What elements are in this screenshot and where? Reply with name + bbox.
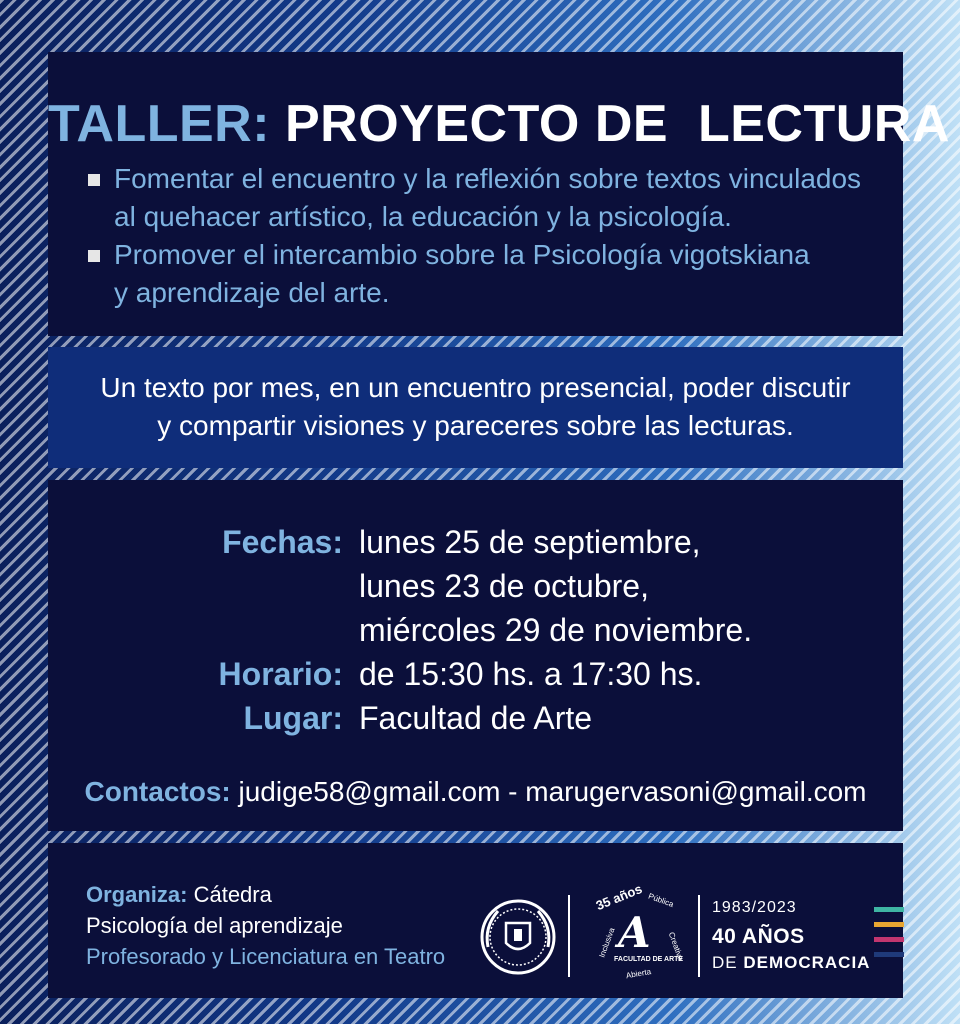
svg-text:Inclusiva: Inclusiva: [597, 926, 617, 959]
color-stripes: [874, 907, 904, 967]
svg-text:FACULTAD DE ARTE: FACULTAD DE ARTE: [614, 956, 684, 963]
page-title: TALLER: PROYECTO DE LECTURA: [48, 95, 950, 153]
objectives-list: [88, 160, 883, 312]
university-seal-icon: [478, 897, 558, 977]
svg-text:35 años: 35 años: [593, 881, 645, 914]
details-list: [48, 520, 903, 740]
democracy-badge: 1983/2023 40 AÑOS DE DEMOCRACIA: [712, 899, 871, 972]
header-panel: [48, 52, 950, 336]
lugar-row: Lugar: Facultad de Arte: [243, 700, 593, 736]
facultad-arte-35-anos-logo: [586, 881, 686, 981]
stripe: [874, 922, 904, 927]
divider: [568, 895, 570, 977]
organizer-block: Organiza: Cátedra Psicología del aprendizaje Profesorado y Licenciatura en Teatro: [86, 882, 446, 969]
details-panel: [48, 480, 903, 831]
footer-panel: [48, 843, 903, 998]
svg-text:Abierta: Abierta: [625, 967, 652, 981]
divider: [698, 895, 700, 977]
bullet-square-icon: [88, 174, 100, 186]
description-text: Un texto por mes, en un encuentro presencial, poder discutir y compartir visiones y pareceres sobre las lecturas.: [100, 372, 851, 441]
fechas-row: Fechas: lunes 25 de septiembre, lunes 23 de octubre, miércoles 29 de noviembre.: [222, 524, 753, 648]
svg-text:Creativa: Creativa: [666, 930, 686, 962]
contacts-line: Contactos: judige58@gmail.com - marugervasoni@gmail.com: [84, 776, 867, 807]
stripe: [874, 952, 904, 957]
description-panel: [48, 347, 903, 468]
stripe: [874, 907, 904, 912]
stripe: [874, 937, 904, 942]
horario-row: Horario: de 15:30 hs. a 17:30 hs.: [218, 656, 703, 692]
svg-text:A: A: [618, 908, 651, 957]
bullet-square-icon: [88, 250, 100, 262]
list-item: Fomentar el encuentro y la reflexión sobre textos vinculados al quehacer artístico, la educación y la psicología.: [88, 160, 883, 236]
svg-text:Pública: Pública: [647, 891, 675, 910]
list-item: Promover el intercambio sobre la Psicología vigotskiana y aprendizaje del arte.: [88, 236, 883, 312]
